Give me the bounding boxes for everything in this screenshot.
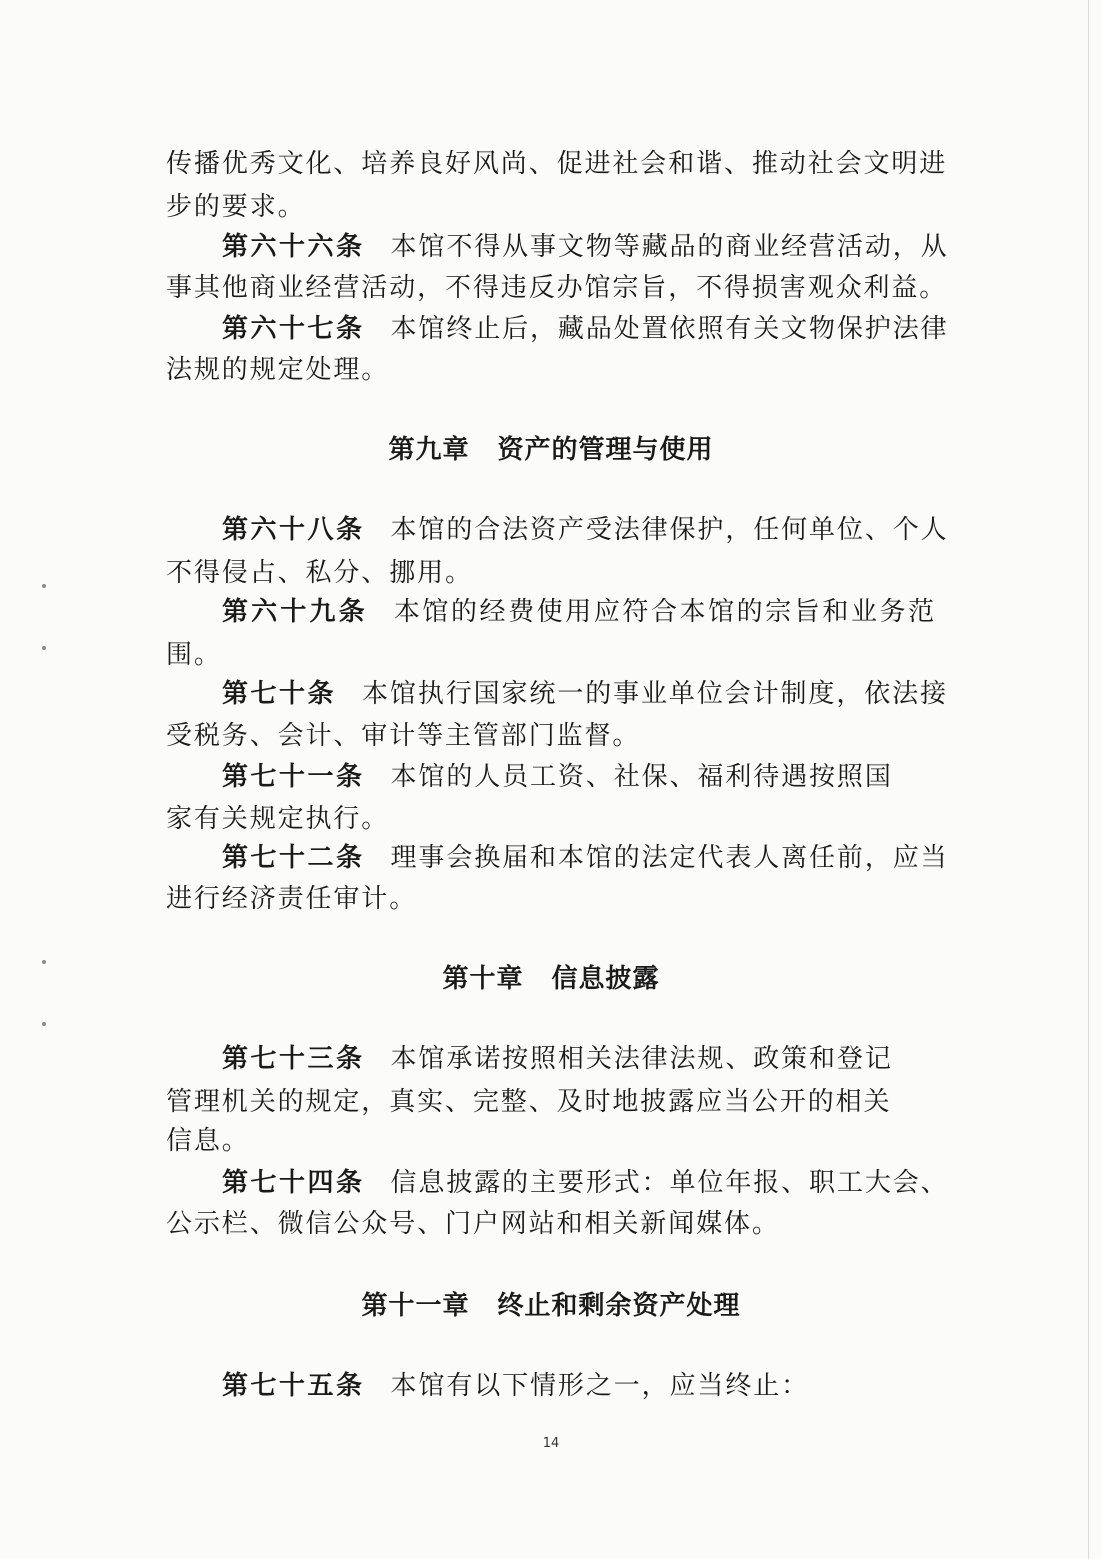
article-number: 第七十四条: [222, 1168, 365, 1198]
chapter-heading: 第十一章 终止和剩余资产处理: [361, 1291, 741, 1321]
paragraph-line: 公示栏、微信公众号、门户网站和相关新闻媒体。: [166, 1209, 780, 1239]
article-first-line: 第七十四条 信息披露的主要形式：单位年报、职工大会、: [222, 1168, 949, 1198]
scan-speck: [42, 960, 46, 964]
article-first-line: 第七十条 本馆执行国家统一的事业单位会计制度，依法接: [222, 679, 948, 709]
article-number: 第六十七条: [222, 314, 365, 344]
paragraph-line: 家有关规定执行。: [166, 804, 390, 834]
article-number: 第七十二条: [222, 843, 365, 873]
article-number: 第七十三条: [222, 1044, 365, 1074]
paragraph-line: 围。: [166, 640, 222, 670]
paragraph-line: 信息。: [166, 1126, 250, 1156]
scan-speck: [42, 646, 46, 650]
page-number: 14: [542, 1436, 560, 1451]
chapter-heading: 第九章 资产的管理与使用: [388, 435, 714, 465]
article-first-line: 第六十七条 本馆终止后，藏品处置依照有关文物保护法律: [222, 314, 949, 344]
article-first-line: 第六十九条 本馆的经费使用应符合本馆的宗旨和业务范: [222, 597, 936, 627]
paragraph-line: 进行经济责任审计。: [166, 884, 418, 914]
article-first-line: 第六十六条 本馆不得从事文物等藏品的商业经营活动，从: [222, 232, 949, 262]
article-first-line: 第七十五条 本馆有以下情形之一，应当终止：: [222, 1371, 810, 1401]
paragraph-line: 受税务、会计、审计等主管部门监督。: [166, 721, 641, 751]
article-number: 第六十六条: [222, 232, 365, 262]
article-number: 第七十条: [222, 679, 337, 709]
paragraph-line: 不得侵占、私分、挪用。: [166, 558, 473, 588]
scan-speck: [42, 584, 46, 588]
article-number: 第六十九条: [222, 597, 368, 627]
paragraph-line: 法规的规定处理。: [166, 355, 390, 385]
article-first-line: 第七十二条 理事会换届和本馆的法定代表人离任前，应当: [222, 843, 949, 873]
paragraph-line: 步的要求。: [166, 192, 306, 222]
article-first-line: 第六十八条 本馆的合法资产受法律保护，任何单位、个人: [222, 515, 949, 545]
article-first-line: 第七十三条 本馆承诺按照相关法律法规、政策和登记: [222, 1044, 893, 1074]
chapter-heading: 第十章 信息披露: [442, 964, 660, 994]
paragraph-line: 传播优秀文化、培养良好风尚、促进社会和谐、推动社会文明进: [166, 149, 948, 179]
paragraph-line: 管理机关的规定，真实、完整、及时地披露应当公开的相关: [166, 1087, 892, 1117]
article-first-line: 第七十一条 本馆的人员工资、社保、福利待遇按照国: [222, 762, 893, 792]
scan-speck: [42, 1022, 46, 1026]
article-number: 第七十五条: [222, 1371, 365, 1401]
article-number: 第六十八条: [222, 515, 365, 545]
article-number: 第七十一条: [222, 762, 365, 792]
paragraph-line: 事其他商业经营活动，不得违反办馆宗旨，不得损害观众利益。: [166, 273, 948, 303]
